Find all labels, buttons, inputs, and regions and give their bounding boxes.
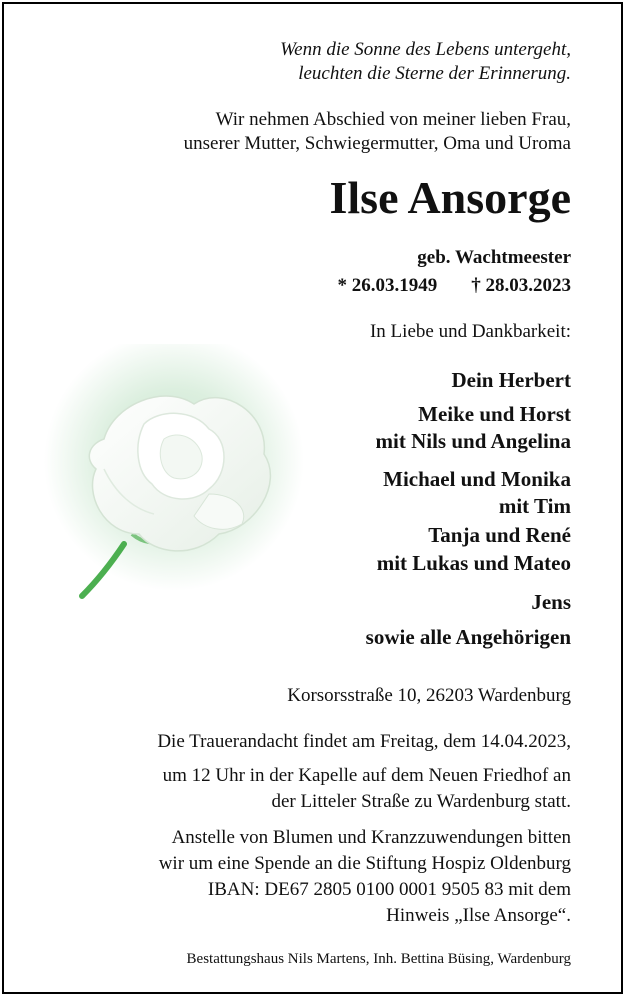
gratitude-line: In Liebe und Dankbarkeit: (369, 321, 571, 342)
family-line: sowie alle Angehörigen (365, 625, 571, 649)
donation-line-1: Anstelle von Blumen und Kranzzuwendungen bitten (171, 827, 571, 848)
intro-line-2: unserer Mutter, Schwiegermutter, Oma und Uroma (183, 133, 571, 154)
address: Korsorsstraße 10, 26203 Wardenburg (287, 685, 571, 706)
family-line: Dein Herbert (451, 368, 571, 392)
family-line: Tanja und René (428, 523, 571, 547)
motto-line-1: Wenn die Sonne des Lebens untergeht, (280, 39, 571, 60)
family-line: mit Lukas und Mateo (376, 551, 571, 575)
family-line: mit Tim (498, 494, 571, 518)
family-line: mit Nils und Angelina (375, 429, 571, 453)
family-line: Meike und Horst (418, 402, 571, 426)
birth-date: * 26.03.1949 (337, 275, 438, 296)
deceased-name: Ilse Ansorge (329, 172, 571, 223)
undertaker: Bestattungshaus Nils Martens, Inh. Bettina Büsing, Wardenburg (186, 951, 571, 967)
white-rose-image (44, 344, 304, 604)
life-dates (338, 274, 572, 298)
motto-line-2: leuchten die Sterne der Erinnerung. (298, 63, 571, 84)
service-line-3: der Litteler Straße zu Wardenburg statt. (271, 791, 571, 812)
donation-line-3: IBAN: DE67 2805 0100 0001 9505 83 mit dem (207, 879, 571, 900)
donation-line-4: Hinweis „Ilse Ansorge“. (386, 905, 571, 926)
donation-line-2: wir um eine Spende an die Stiftung Hospiz Oldenburg (158, 853, 571, 874)
family-line: Jens (531, 590, 571, 614)
service-line-1: Die Trauerandacht findet am Freitag, dem 14.04.2023, (157, 731, 571, 752)
obituary-card (2, 2, 623, 994)
death-date: † 28.03.2023 (471, 275, 571, 296)
intro-line-1: Wir nehmen Abschied von meiner lieben Frau, (215, 109, 571, 130)
birth-name: geb. Wachtmeester (417, 247, 571, 268)
family-line: Michael und Monika (383, 467, 571, 491)
service-line-2: um 12 Uhr in der Kapelle auf dem Neuen Friedhof an (162, 765, 571, 786)
